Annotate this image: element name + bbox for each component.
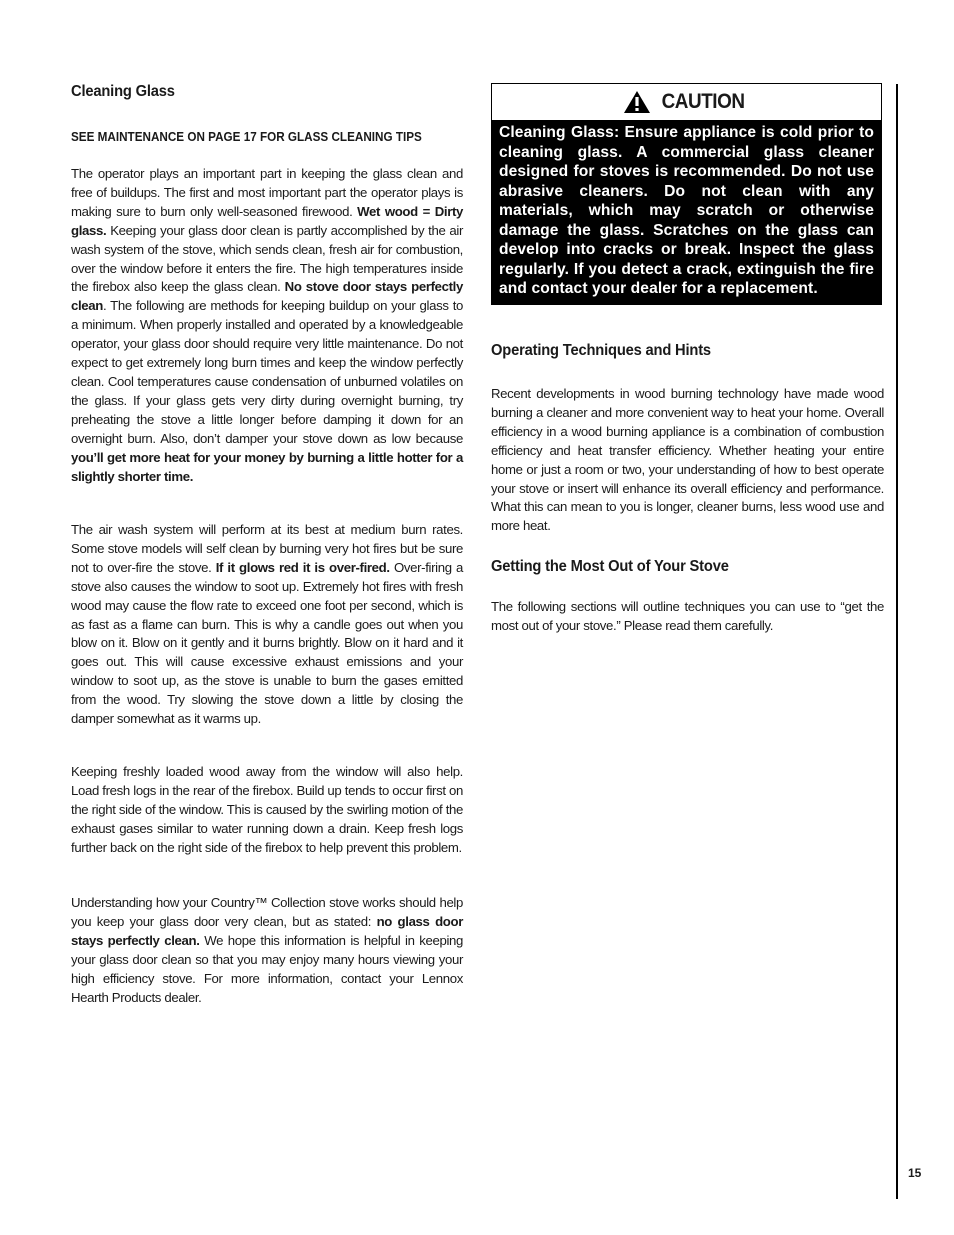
heading-cleaning-glass: Cleaning Glass (71, 83, 175, 100)
warning-triangle-icon (623, 90, 651, 114)
bold-span: Wet wood = Dirty glass. (71, 203, 464, 238)
caution-header (492, 84, 881, 120)
bold-span: no glass door stays perfectly clean. (71, 913, 463, 948)
text-span: Over-firing a stove also causes the window to soot up. Extremely hot fires with fresh wood may cause the flow rate to exceed one foot per second, which is as fast as a flame can burn. This is why a candle goes out when you blow on it. Blow on it gently and it burns brightly. Blow on it hard and it goes out. This will cause excessive exhaust emissions and your window to soot up, as the stove is unable to burn the gases emitted from the wood. Try slowing the stove down a little by closing the damper somewhat as it warms up. (71, 559, 463, 727)
page-number: 15 (908, 1166, 922, 1180)
paragraph-operator (71, 165, 463, 486)
text-span: The air wash system will perform at its best at medium burn rates. Some stove models will self clean by burning very hot fires but be sure not to over-fire the stove. (71, 522, 463, 575)
paragraph-understanding (71, 894, 463, 1007)
bold-span: If it glows red it is over-fired. (215, 559, 390, 575)
heading-operating-techniques: Operating Techniques and Hints (491, 342, 711, 359)
bold-span: No stove door stays perfectly clean (71, 279, 463, 314)
bold-span: you’ll get more heat for your money by burning a little hotter for a slightly shorter time. (71, 449, 463, 484)
text-span: Understanding how your Country™ Collection stove works should help you keep your glass door very clean, but as stated: (71, 895, 463, 929)
page-edge-rule (896, 84, 898, 1199)
caution-text: Cleaning Glass: Ensure appliance is cold prior to cleaning glass. A commercial glass cleaner designed for stoves is recommended. Do not use abrasive cleaners. Do not clean with any materials, which may scratch or otherwise damage the glass. Scratches on the glass can develop into cracks or break. Inspect the glass regularly. If you detect a crack, extinguish the fire and contact your dealer for a replacement. (492, 120, 881, 304)
paragraph-getting-most: The following sections will outline techniques you can use to “get the most out of your stove.” Please read them carefully. (491, 599, 884, 633)
text-span: Keeping your glass door clean is partly accomplished by the air wash system of the stove, which sends clean, fresh air for combustion, over the window before it enters the fire. The high temperatures inside the firebox also keep the glass clean. (71, 222, 463, 295)
text-span: . The following are methods for keeping buildup on your glass to a minimum. When properly installed and operated by a knowledgeable operator, your glass door should require very little maintenance. Do not expect to get extremely long burn times and keep the window perfectly clean. Cool temperatures cause condensation of unburned volatiles on the glass. If your glass gets very dirty during overnight burning, try preheating the stove a little longer before damping it down for an overnight burn. Also, don’t damper your stove down as low because (71, 298, 463, 446)
text-span: The operator plays an important part in keeping the glass clean and free of buildups. The first and most important part the operator plays is making sure to burn only well-seasoned firewood. (71, 166, 463, 219)
paragraph-fresh-wood: Keeping freshly loaded wood away from the window will also help. Load fresh logs in the rear of the firebox. Build up tends to occur first on the right side of the window. This is caused by the swirling motion of the exhaust gases similar to water running down a drain. Keep fresh logs further back on the right side of the firebox to help prevent this problem. (71, 764, 463, 855)
subheading-maintenance-ref: SEE MAINTENANCE ON PAGE 17 FOR GLASS CLEANING TIPS (71, 129, 422, 144)
caution-title: CAUTION (662, 90, 745, 113)
paragraph-operating-techniques: Recent developments in wood burning technology have made wood burning a cleaner and more convenient way to heat your home. Overall efficiency in a wood burning appliance is a combination of combustion efficiency and heat transfer efficiency. Whether heating your entire home or just a room or two, your understanding of how to best operate your stove or insert will enhance its overall efficiency and performance. What this can mean to you is longer, cleaner burns, less wood use and more heat. (491, 386, 884, 534)
text-span: We hope this information is helpful in keeping your glass door clean so that you may enjoy many hours viewing your high efficiency stove. For more information, contact your Lennox Hearth Products dealer. (71, 932, 464, 1005)
paragraph-air-wash (71, 521, 463, 729)
heading-getting-most: Getting the Most Out of Your Stove (491, 558, 729, 575)
caution-box (491, 83, 882, 305)
